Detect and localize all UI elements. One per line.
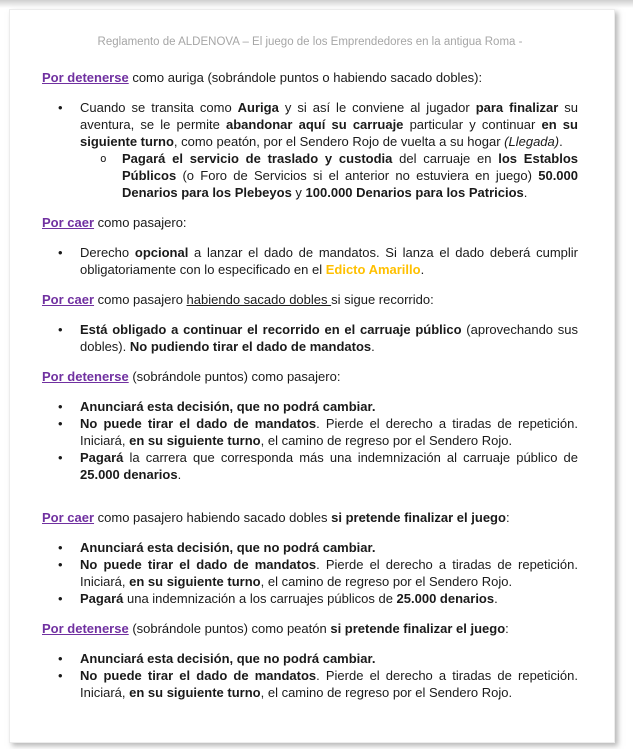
bullet-item [42,150,578,201]
rule-link[interactable]: Por caer [42,510,95,525]
text-run: . [177,467,182,482]
text-run: . [371,339,375,354]
edict-highlight-text: Edicto Amarillo [325,262,421,277]
bullet-item [42,667,578,701]
bullet-item [42,398,578,415]
bullet-text [80,556,578,590]
text-run: si pretende finalizar el juego [331,510,506,525]
text-run: una indemnización a los carruajes públicos de [123,591,397,606]
viewport-top-shadow [0,0,633,8]
text-run: , el camino de regreso por el Sendero Rojo. [260,433,513,448]
text-run: en su siguiente turno [129,574,261,589]
text-run: Está obligado a continuar el recorrido en el carruaje público [80,322,462,337]
bullet-list [42,398,578,483]
bullet-list [42,99,578,201]
text-run: como pasajero habiendo sacado dobles [94,510,332,525]
text-run: si pretende finalizar el juego [330,621,506,636]
text-run: . [420,262,425,277]
text-run: en su siguiente turno [80,117,578,149]
text-run: (sobrándole puntos) como peatón [128,621,331,636]
bullet-list [42,650,578,701]
bullet-item [42,556,578,590]
document-header: Reglamento de ALDENOVA – El juego de los Emprendedores en la antigua Roma - [97,36,523,48]
text-run: a lanzar el dado de mandatos. Si lanza el dado deberá cumplir obligatoriamente con lo especificado en el [80,245,578,277]
bullet-icon: • [58,245,63,260]
text-run: Anunciará esta decisión, que no podrá cambiar. [80,540,376,555]
text-run: 50.000 Denarios para los Plebeyos [122,168,578,200]
bullet-item [42,321,578,355]
bullet-item [42,244,578,278]
text-run: (o Foro de Servicios si el anterior no estuviera en juego) [176,168,539,183]
bullet-item [42,449,578,483]
text-run: Anunciará esta decisión, que no podrá cambiar. [80,651,376,666]
circle-bullet-icon: o [100,152,107,165]
bullet-icon: • [58,322,63,337]
text-run: particular y continuar [403,117,542,132]
rule-link[interactable]: Por detenerse [42,70,129,85]
rule-link[interactable]: Por caer [42,292,95,307]
text-run: . Pierde el derecho a tiradas de repetición. Iniciará, [80,416,578,448]
text-run: . [559,134,563,149]
text-run: . [523,185,528,200]
bullet-icon: • [58,100,63,115]
rule-link[interactable]: Por caer [42,215,95,230]
text-run: la carrera que corresponda más una indemnización al carruaje público de [123,450,578,465]
bullet-text [122,150,578,201]
text-run: su aventura, se le permite [80,100,579,132]
text-run: . Pierde el derecho a tiradas de repetición. Iniciará, [80,557,578,589]
bullet-list [42,244,578,278]
text-run: 25.000 denarios [396,591,495,606]
text-run: Pagará [80,450,124,465]
text-run: 25.000 denarios [80,467,178,482]
bullet-icon: • [58,416,63,431]
bullet-item [42,415,578,449]
bullet-item [42,590,578,607]
bullet-text [80,321,578,355]
text-run: en su siguiente turno [129,685,261,700]
bullet-icon: • [58,450,63,465]
text-run: No pudiendo tirar el dado de mandatos [129,339,372,354]
text-run: Derecho [80,245,135,260]
bullet-list [42,321,578,355]
text-run: No puede tirar el dado de mandatos [80,557,317,572]
text-run: si sigue recorrido: [331,292,434,307]
text-run: No puede tirar el dado de mandatos [80,668,317,683]
rule-link[interactable]: Por detenerse [42,369,129,384]
section-heading [42,291,578,308]
text-run: del carruaje en [392,151,499,166]
bullet-icon: • [58,540,63,555]
bullet-text [80,539,578,556]
text-run: 100.000 Denarios para los Patricios [305,185,524,200]
rule-link[interactable]: Por detenerse [42,621,129,636]
bullet-icon: • [58,651,63,666]
text-run: , el camino de regreso por el Sendero Rojo. [260,685,513,700]
text-run: como auriga (sobrándole puntos o habiendo sacado dobles): [128,70,483,85]
text-run: (aprovechando sus dobles). [80,322,579,354]
text-run: los Establos Públicos [122,151,578,183]
text-run: habiendo sacado dobles [186,292,332,307]
bullet-item [42,99,578,150]
bullet-text [80,667,578,701]
text-run: opcional [134,245,189,260]
bullet-text [80,650,578,667]
text-run: . Pierde el derecho a tiradas de repetición. Iniciará, [80,668,578,700]
bullet-icon: • [58,668,63,683]
text-run: abandonar aquí su carruaje [226,117,404,132]
document-body [42,69,578,701]
text-run: (sobrándole puntos) como pasajero: [128,369,341,384]
section-heading [42,509,578,526]
bullet-icon: • [58,557,63,572]
document-page [9,9,615,743]
text-run: como pasajero: [94,215,187,230]
bullet-text [80,398,578,415]
bullet-list [42,539,578,607]
text-run: : [505,621,509,636]
text-run: (Llegada) [504,134,560,149]
section-heading [42,214,578,231]
text-run: Auriga [237,100,279,115]
bullet-text [80,590,578,607]
section-heading [42,69,578,86]
bullet-icon: • [58,591,63,606]
text-run: como pasajero [94,292,187,307]
text-run: para finalizar [475,100,559,115]
text-run: en su siguiente turno [129,433,261,448]
text-run: Anunciará esta decisión, que no podrá cambiar. [80,399,376,414]
text-run: No puede tirar el dado de mandatos [80,416,317,431]
bullet-text [80,244,578,278]
bullet-text [80,415,578,449]
text-run: , el camino de regreso por el Sendero Rojo. [260,574,513,589]
text-run: y si así le conviene al jugador [278,100,476,115]
bullet-text [80,99,578,150]
section-heading [42,620,578,637]
text-run: : [505,510,510,525]
bullet-item [42,539,578,556]
bullet-text [80,449,578,483]
bullet-icon: • [58,399,63,414]
bullet-item [42,650,578,667]
text-run: Pagará el servicio de traslado y custodia [122,151,393,166]
text-run: , como peatón, por el Sendero Rojo de vuelta a su hogar [173,134,505,149]
text-run: Cuando se transita como [80,100,238,115]
section-heading [42,368,578,385]
text-run: . [494,591,498,606]
text-run: y [291,185,306,200]
text-run: Pagará [80,591,124,606]
